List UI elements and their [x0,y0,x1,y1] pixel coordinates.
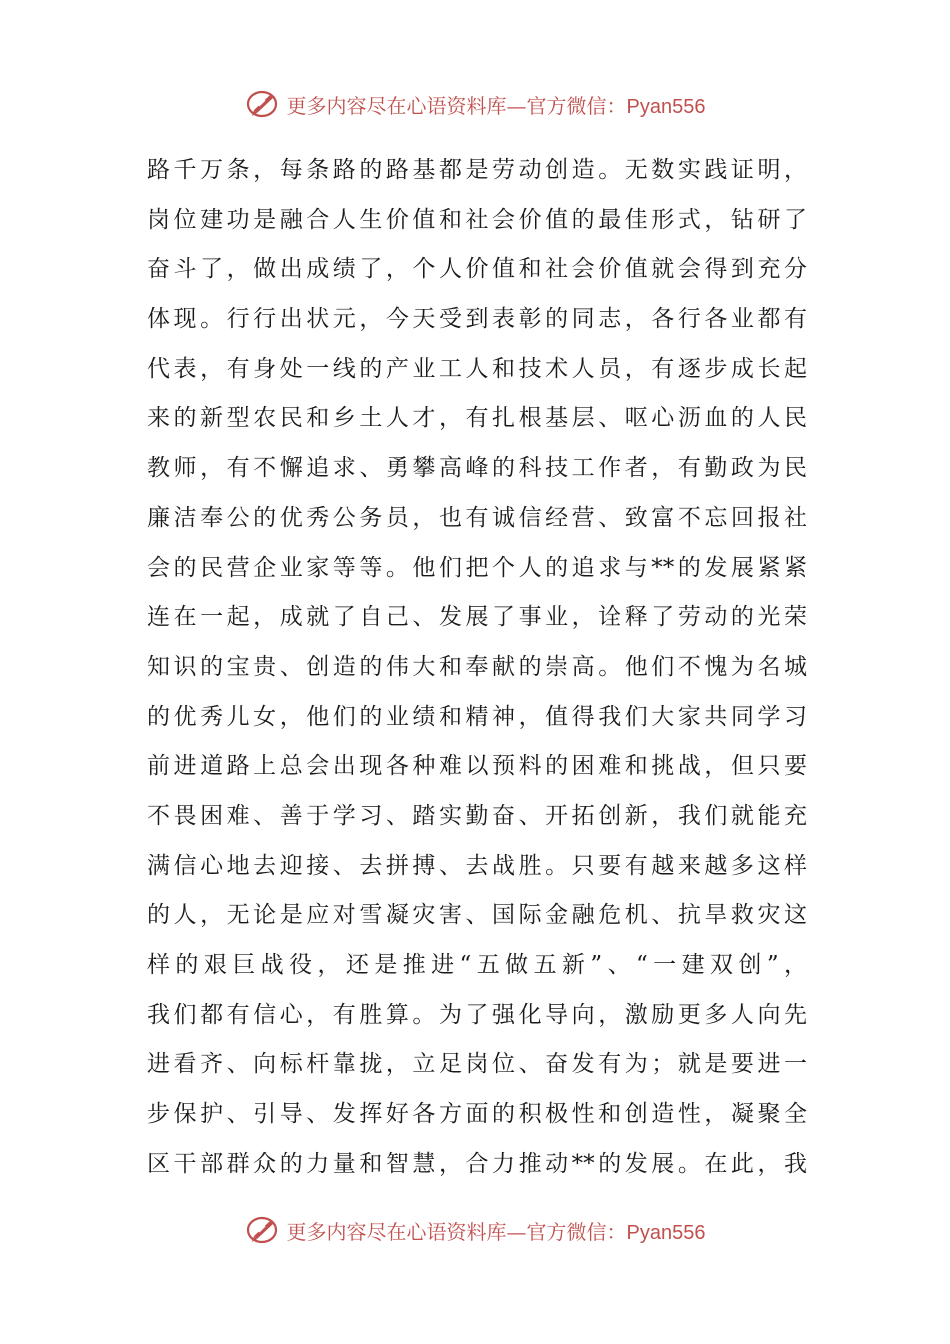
text-line: 的优秀儿女，他们的业绩和精神，值得我们大家共同学习 [147,703,807,730]
header-wechat-label: 官方微信： [526,93,627,118]
header-banner [0,84,950,124]
footer-site-text: 更多内容尽在心语资料库 [286,1219,507,1244]
footer-wechat-id: Pyan556 [626,1221,706,1244]
text-line: 体现。行行出状元，今天受到表彰的同志，各行各业都有 [147,306,807,333]
footer-separator: — [506,1219,527,1244]
header-banner-text [287,90,706,119]
document-body [147,146,807,1189]
text-line: 奋斗了，做出成绩了，个人价值和社会价值就会得到充分 [147,256,807,283]
text-line: 样的艰巨战役，还是推进“五做五新”、“一建双创”， [147,952,807,978]
text-line: 教师，有不懈追求、勇攀高峰的科技工作者，有勤政为民 [147,455,807,482]
footer-banner-text [287,1216,706,1245]
pen-logo-icon [245,1212,281,1248]
text-line: 连在一起，成就了自己、发展了事业，诠释了劳动的光荣 [147,604,807,631]
pen-logo-icon [245,86,281,122]
footer-banner [0,1210,950,1250]
text-line: 步保护、引导、发挥好各方面的积极性和创造性，凝聚全 [147,1101,807,1128]
text-line: 廉洁奉公的优秀公务员，也有诚信经营、致富不忘回报社 [147,504,807,531]
header-site-text: 更多内容尽在心语资料库 [286,93,507,118]
text-line: 岗位建功是融合人生价值和社会价值的最佳形式，钻研了 [147,206,807,233]
text-line: 我们都有信心，有胜算。为了强化导向，激励更多人向先 [147,1001,807,1028]
text-line: 知识的宝贵、创造的伟大和奉献的崇高。他们不愧为名城 [147,653,807,680]
text-line: 代表，有身处一线的产业工人和技术人员，有逐步成长起 [147,355,807,382]
text-line: 路千万条，每条路的路基都是劳动创造。无数实践证明， [147,157,807,183]
footer-wechat-label: 官方微信： [526,1219,627,1244]
text-line: 区干部群众的力量和智慧，合力推动**的发展。在此，我 [147,1150,807,1177]
text-line: 的人，无论是应对雪凝灾害、国际金融危机、抗旱救灾这 [147,902,807,929]
text-line: 满信心地去迎接、去拼搏、去战胜。只要有越来越多这样 [147,852,807,879]
text-line: 进看齐、向标杆靠拢，立足岗位、奋发有为；就是要进一 [147,1051,807,1078]
text-line: 前进道路上总会出现各种难以预料的困难和挑战，但只要 [147,753,807,780]
text-line: 来的新型农民和乡土人才，有扎根基层、呕心沥血的人民 [147,405,807,432]
text-line: 不畏困难、善于学习、踏实勤奋、开拓创新，我们就能充 [147,802,807,829]
header-wechat-id: Pyan556 [626,95,706,118]
text-line: 会的民营企业家等等。他们把个人的追求与**的发展紧紧 [147,554,807,581]
header-separator: — [506,93,527,118]
